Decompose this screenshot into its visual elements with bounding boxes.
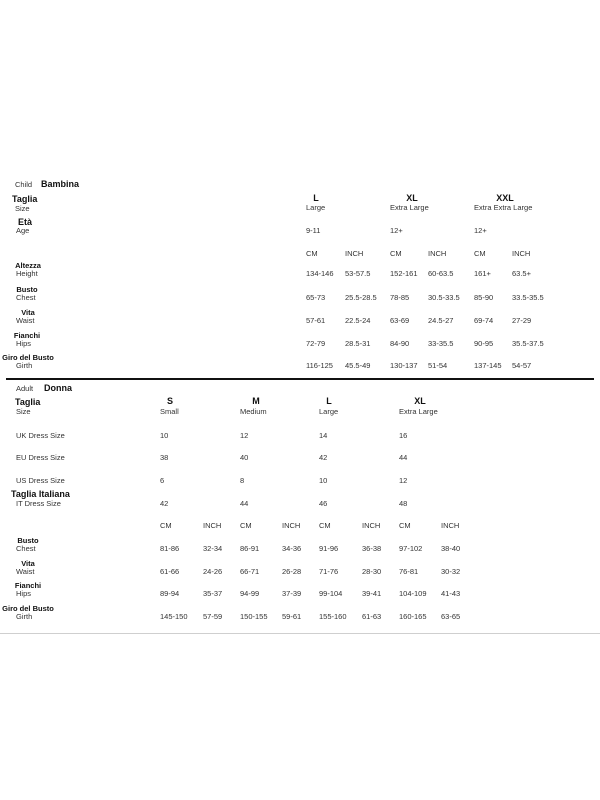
child-measure-value: 24.5-27: [428, 316, 454, 325]
adult-unit-cm: CM: [319, 521, 331, 530]
child-measure-value: 22.5-24: [345, 316, 371, 325]
adult-unit-inch: INCH: [203, 521, 222, 530]
child-measure-value: 152-161: [390, 269, 418, 278]
adult-conversion-value: 12: [240, 431, 249, 440]
child-measure-value: 130-137: [390, 361, 418, 370]
child-measure-value: 54-57: [512, 361, 532, 370]
child-measure-value: 51-54: [428, 361, 448, 370]
adult-size-subheading: Size: [16, 407, 31, 416]
child-measure-value: 161+: [474, 269, 491, 278]
adult-unit-cm: CM: [160, 521, 172, 530]
adult-size-code: XL: [414, 396, 426, 406]
child-measure-value: 53-57.5: [345, 269, 371, 278]
adult-size-code: M: [252, 396, 260, 406]
adult-conversion-value: 16: [399, 431, 408, 440]
adult-measure-value: 160-165: [399, 612, 427, 621]
child-measure-value: 33-35.5: [428, 339, 454, 348]
adult-section-title: Donna: [44, 383, 72, 393]
adult-unit-inch: INCH: [362, 521, 381, 530]
adult-measure-value: 76-81: [399, 567, 419, 576]
child-measure-value: 84-90: [390, 339, 410, 348]
adult-measure-value: 89-94: [160, 589, 180, 598]
adult-measure-value: 41-43: [441, 589, 461, 598]
adult-measure-heading: Fianchi: [14, 581, 42, 590]
adult-section-label: Adult: [16, 384, 34, 393]
adult-size-code: S: [166, 396, 174, 406]
adult-measure-value: 32-34: [203, 544, 223, 553]
child-unit-inch: INCH: [428, 249, 447, 258]
bottom-rule: [0, 633, 600, 634]
adult-measure-value: 86-91: [240, 544, 260, 553]
adult-conversion-value: 6: [160, 476, 165, 485]
child-section-label: Child: [15, 180, 33, 189]
child-measure-label: Girth: [16, 361, 33, 370]
adult-italian-value: 46: [319, 499, 328, 508]
adult-conversion-label: UK Dress Size: [16, 431, 65, 440]
child-measure-value: 30.5-33.5: [428, 293, 460, 302]
child-measure-value: 25.5-28.5: [345, 293, 377, 302]
adult-conversion-value: 38: [160, 453, 169, 462]
child-size-name: Large: [306, 203, 326, 212]
adult-conversion-label: EU Dress Size: [16, 453, 65, 462]
child-size-age: 12+: [390, 226, 403, 235]
child-measure-value: 63-69: [390, 316, 410, 325]
adult-measure-value: 57-59: [203, 612, 223, 621]
child-measure-value: 33.5-35.5: [512, 293, 544, 302]
adult-italian-value: 42: [160, 499, 169, 508]
adult-measure-value: 61-63: [362, 612, 382, 621]
section-divider: [6, 378, 594, 380]
adult-measure-value: 155-160: [319, 612, 347, 621]
adult-measure-label: Girth: [16, 612, 33, 621]
adult-measure-value: 94-99: [240, 589, 260, 598]
child-measure-value: 57-61: [306, 316, 326, 325]
adult-measure-value: 63-65: [441, 612, 461, 621]
child-measure-label: Hips: [16, 339, 32, 348]
adult-italian-value: 48: [399, 499, 408, 508]
child-measure-heading: Fianchi: [13, 331, 41, 340]
child-measure-value: 116-125: [306, 361, 333, 370]
adult-conversion-label: US Dress Size: [16, 476, 65, 485]
child-measure-value: 90-95: [474, 339, 494, 348]
child-measure-heading: Giro del Busto: [2, 353, 54, 362]
adult-measure-value: 26-28: [282, 567, 302, 576]
adult-measure-value: 37-39: [282, 589, 302, 598]
child-measure-value: 63.5+: [512, 269, 531, 278]
adult-measure-label: Hips: [16, 589, 32, 598]
child-age-subheading: Age: [16, 226, 30, 235]
adult-measure-value: 30-32: [441, 567, 461, 576]
child-measure-label: Height: [16, 269, 38, 278]
child-unit-cm: CM: [474, 249, 486, 258]
adult-conversion-value: 8: [240, 476, 245, 485]
adult-measure-label: Waist: [16, 567, 35, 576]
child-age-heading: Età: [18, 217, 33, 227]
adult-measure-value: 66-71: [240, 567, 260, 576]
adult-unit-cm: CM: [240, 521, 252, 530]
child-size-age: 12+: [474, 226, 487, 235]
child-measure-heading: Busto: [16, 285, 38, 294]
child-measure-value: 85-90: [474, 293, 494, 302]
adult-measure-value: 35-37: [203, 589, 223, 598]
child-measure-value: 69-74: [474, 316, 494, 325]
child-measure-label: Chest: [16, 293, 36, 302]
adult-conversion-value: 44: [399, 453, 408, 462]
child-unit-cm: CM: [390, 249, 402, 258]
adult-italian-value: 44: [240, 499, 249, 508]
adult-conversion-value: 10: [319, 476, 328, 485]
child-size-name: Extra Large: [390, 203, 429, 212]
adult-measure-value: 97-102: [399, 544, 423, 553]
adult-size-heading: Taglia: [15, 397, 41, 407]
child-unit-inch: INCH: [512, 249, 531, 258]
adult-measure-value: 91-96: [319, 544, 339, 553]
child-size-name: Extra Extra Large: [474, 203, 533, 212]
adult-unit-cm: CM: [399, 521, 411, 530]
adult-size-name: Medium: [240, 407, 267, 416]
child-measure-value: 27-29: [512, 316, 532, 325]
child-measure-value: 28.5-31: [345, 339, 371, 348]
adult-unit-inch: INCH: [441, 521, 460, 530]
child-measure-value: 45.5-49: [345, 361, 371, 370]
adult-measure-value: 145-150: [160, 612, 188, 621]
child-size-subheading: Size: [15, 204, 30, 213]
adult-measure-heading: Giro del Busto: [2, 604, 54, 613]
adult-measure-value: 24-26: [203, 567, 223, 576]
adult-size-code: L: [326, 396, 332, 406]
adult-unit-inch: INCH: [282, 521, 301, 530]
adult-measure-value: 150-155: [240, 612, 268, 621]
child-size-code: XXL: [496, 193, 514, 203]
adult-measure-value: 34-36: [282, 544, 302, 553]
child-size-code: L: [313, 193, 319, 203]
child-size-heading: Taglia: [12, 194, 38, 204]
adult-italian-heading: Taglia Italiana: [11, 489, 70, 499]
adult-conversion-value: 40: [240, 453, 249, 462]
adult-conversion-value: 10: [160, 431, 169, 440]
child-unit-inch: INCH: [345, 249, 364, 258]
child-measure-value: 65-73: [306, 293, 326, 302]
child-measure-heading: Vita: [21, 308, 35, 317]
adult-measure-value: 99-104: [319, 589, 343, 598]
child-measure-label: Waist: [16, 316, 35, 325]
adult-measure-value: 71-76: [319, 567, 339, 576]
adult-italian-label: IT Dress Size: [16, 499, 61, 508]
child-unit-cm: CM: [306, 249, 318, 258]
adult-measure-value: 36-38: [362, 544, 382, 553]
child-size-age: 9-11: [306, 226, 321, 235]
adult-measure-heading: Busto: [17, 536, 39, 545]
adult-measure-value: 28-30: [362, 567, 382, 576]
adult-measure-value: 104-109: [399, 589, 427, 598]
adult-conversion-value: 12: [399, 476, 408, 485]
adult-measure-value: 39-41: [362, 589, 382, 598]
child-measure-value: 134-146: [306, 269, 334, 278]
child-measure-value: 60-63.5: [428, 269, 454, 278]
child-section-title: Bambina: [41, 179, 80, 189]
adult-measure-value: 38-40: [441, 544, 461, 553]
child-measure-value: 137-145: [474, 361, 502, 370]
child-measure-value: 35.5-37.5: [512, 339, 544, 348]
child-measure-value: 78-85: [390, 293, 410, 302]
adult-measure-value: 61-66: [160, 567, 180, 576]
adult-conversion-value: 42: [319, 453, 328, 462]
child-measure-value: 72-79: [306, 339, 326, 348]
adult-measure-value: 59-61: [282, 612, 302, 621]
adult-size-name: Small: [160, 407, 179, 416]
child-size-code: XL: [406, 193, 418, 203]
adult-measure-label: Chest: [16, 544, 36, 553]
child-measure-heading: Altezza: [15, 261, 41, 270]
adult-conversion-value: 14: [319, 431, 328, 440]
adult-measure-heading: Vita: [21, 559, 35, 568]
adult-size-name: Extra Large: [399, 407, 438, 416]
adult-measure-value: 81-86: [160, 544, 180, 553]
adult-size-name: Large: [319, 407, 339, 416]
